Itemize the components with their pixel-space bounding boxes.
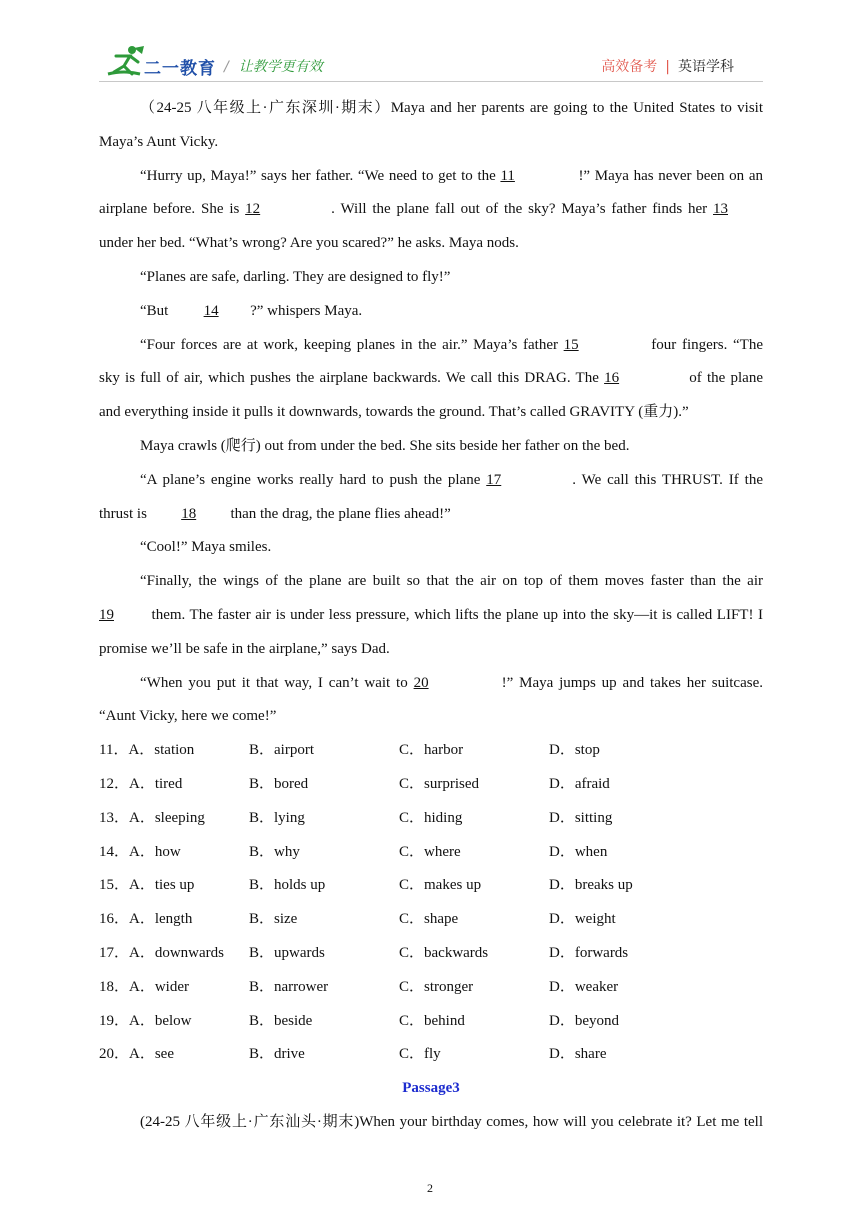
line-text: airplane before. She is	[99, 201, 246, 218]
question-list	[99, 734, 763, 1072]
line-text: “A plane’s engine works really hard to push the plane	[140, 471, 487, 488]
passage-line	[99, 531, 763, 565]
question-option-a[interactable]: 13．A．sleeping	[99, 809, 205, 826]
passage-line	[99, 430, 763, 464]
question-row	[99, 836, 763, 870]
subject-label: 英语学科	[678, 59, 734, 75]
line-text: than the drag, the plane flies ahead!”	[226, 505, 451, 522]
question-option-c[interactable]: C．shape	[399, 911, 459, 928]
question-option-b[interactable]: B．lying	[249, 809, 305, 826]
document-body	[99, 92, 763, 1140]
question-option-c[interactable]: C．where	[399, 843, 461, 860]
question-option-b[interactable]: B．airport	[249, 742, 314, 759]
question-row	[99, 768, 763, 802]
question-row	[99, 903, 763, 937]
question-option-d[interactable]: D．forwards	[549, 944, 629, 961]
question-option-b[interactable]: B．drive	[249, 1046, 305, 1063]
question-option-c[interactable]: C．surprised	[399, 775, 479, 792]
question-option-a[interactable]: 19．A．below	[99, 1012, 192, 1029]
passage-line	[99, 565, 763, 599]
question-option-d[interactable]: D．share	[549, 1046, 607, 1063]
question-option-a[interactable]: 16．A．length	[99, 911, 193, 928]
line-text: Maya and her parents are going to the United States to visit	[390, 100, 763, 116]
question-option-a[interactable]: 11．A．station	[99, 742, 195, 759]
slogan	[224, 56, 323, 76]
question-option-c[interactable]: C．hiding	[399, 809, 463, 826]
slogan-separator: /	[224, 59, 229, 75]
question-row	[99, 1005, 763, 1039]
passage3-title: Passage3	[402, 1080, 460, 1097]
question-option-b[interactable]: B．holds up	[249, 877, 326, 894]
question-option-a[interactable]: 14．A．how	[99, 843, 181, 860]
line-text: “Finally, the wings of the plane are built so that the air on top of them moves faster than the air	[140, 573, 763, 590]
question-option-a[interactable]: 15．A．ties up	[99, 877, 195, 894]
passage-line	[99, 227, 763, 261]
question-option-d[interactable]: D．afraid	[549, 775, 610, 792]
blank-14[interactable]: 14	[203, 302, 219, 319]
header-label: 高效备考	[601, 59, 658, 75]
question-row	[99, 802, 763, 836]
header-divider: |	[665, 59, 670, 75]
question-option-c[interactable]: C．backwards	[399, 944, 489, 961]
blank-19[interactable]: 19	[99, 606, 114, 623]
question-row	[99, 1038, 763, 1072]
line-text: thrust is	[99, 505, 151, 522]
line-text: Maya’s Aunt Vicky.	[99, 133, 219, 150]
line-text: Maya crawls (爬行) out from under the bed. She sits beside her father on the bed.	[140, 437, 630, 454]
blank-17[interactable]: 17	[486, 471, 502, 488]
question-option-d[interactable]: D．beyond	[549, 1012, 619, 1029]
passage-source: （24-25 八年级上·广东深圳·期末）	[140, 100, 391, 116]
line-text: !” Maya has never been on an	[578, 167, 763, 184]
page-header	[0, 0, 860, 92]
passage-line	[99, 633, 763, 667]
line-text: of the plane	[684, 370, 763, 387]
header-rule	[99, 81, 763, 82]
passage-line	[99, 464, 763, 498]
line-text: four fingers. “The	[645, 336, 763, 353]
question-option-d[interactable]: D．breaks up	[549, 877, 633, 894]
question-option-b[interactable]: B．beside	[249, 1012, 313, 1029]
blank-18[interactable]: 18	[181, 505, 197, 522]
question-option-c[interactable]: C．stronger	[399, 978, 474, 995]
question-option-c[interactable]: C．harbor	[399, 742, 464, 759]
question-option-c[interactable]: C．fly	[399, 1046, 441, 1063]
question-row	[99, 734, 763, 768]
line-text: . Will the plane fall out of the sky? Maya’s father finds her	[331, 201, 713, 218]
line-text: under her bed. “What’s wrong? Are you scared?” he asks. Maya nods.	[99, 235, 519, 252]
question-option-d[interactable]: D．when	[549, 843, 608, 860]
passage-line	[99, 261, 763, 295]
passage-line	[99, 92, 763, 126]
line-text: promise we’ll be safe in the airplane,” says Dad.	[99, 640, 390, 657]
question-row	[99, 869, 763, 903]
blank-15[interactable]: 15	[563, 336, 579, 353]
passage-line	[99, 193, 763, 227]
blank-20[interactable]: 20	[413, 674, 429, 691]
passage-line	[99, 295, 763, 329]
slogan-text: 让教学更有效	[238, 59, 323, 75]
line-text: “But	[140, 302, 173, 319]
question-option-c[interactable]: C．makes up	[399, 877, 482, 894]
line-text: “Planes are safe, darling. They are designed to fly!”	[140, 268, 451, 285]
page-number: 2	[427, 1181, 433, 1195]
line-text: them. The faster air is under less pressure, which lifts the plane up into the sky—it is called LIFT! I	[147, 606, 763, 623]
question-option-b[interactable]: B．upwards	[249, 944, 325, 961]
passage-line	[99, 160, 763, 194]
line-text: . We call this THRUST. If the	[572, 471, 763, 488]
question-option-c[interactable]: C．behind	[399, 1012, 465, 1029]
question-option-a[interactable]: 20．A．see	[99, 1046, 175, 1063]
passage-line	[99, 700, 763, 734]
question-option-d[interactable]: D．weaker	[549, 978, 619, 995]
line-text: ?” whispers Maya.	[250, 302, 363, 319]
passage-line	[99, 498, 763, 532]
passage-line	[99, 126, 763, 160]
question-row	[99, 971, 763, 1005]
question-option-d[interactable]: D．stop	[549, 742, 600, 759]
line-text: “When you put it that way, I can’t wait to	[140, 674, 414, 691]
question-option-b[interactable]: B．narrower	[249, 978, 329, 995]
line-text: “Four forces are at work, keeping planes in the air.” Maya’s father	[140, 336, 564, 353]
question-option-a[interactable]: 17．A．downwards	[99, 944, 225, 961]
line-text: “Cool!” Maya smiles.	[140, 539, 272, 556]
blank-12[interactable]: 12	[245, 201, 261, 218]
passage-line	[99, 396, 763, 430]
line-text: sky is full of air, which pushes the airplane backwards. We call this DRAG. The	[99, 370, 605, 387]
question-option-b[interactable]: B．size	[249, 911, 298, 928]
question-option-b[interactable]: B．bored	[249, 775, 309, 792]
question-option-a[interactable]: 18．A．wider	[99, 978, 190, 995]
question-option-a[interactable]: 12．A．tired	[99, 775, 183, 792]
logo-text: 二一教育	[144, 59, 216, 79]
passage3-first-line: (24-25 八年级上·广东汕头·期末)When your birthday comes, how will you celebrate it? Let me tell	[140, 1113, 763, 1130]
header-subject	[601, 56, 734, 76]
line-text: “Aunt Vicky, here we come!”	[99, 708, 277, 725]
question-option-b[interactable]: B．why	[249, 843, 300, 860]
question-option-d[interactable]: D．sitting	[549, 809, 613, 826]
passage-line	[99, 329, 763, 363]
blank-16[interactable]: 16	[604, 370, 620, 387]
question-option-d[interactable]: D．weight	[549, 911, 616, 928]
passage-line	[99, 362, 763, 396]
line-text: and everything inside it pulls it downwards, towards the ground. That’s called GRAVITY (重力).”	[99, 404, 689, 421]
blank-13[interactable]: 13	[713, 201, 728, 218]
line-text: “Hurry up, Maya!” says her father. “We need to get to the	[140, 167, 501, 184]
blank-11[interactable]: 11	[500, 167, 515, 184]
line-text: !” Maya jumps up and takes her suitcase.	[501, 674, 763, 691]
passage-line	[99, 667, 763, 701]
question-row	[99, 937, 763, 971]
passage-line	[99, 599, 763, 633]
